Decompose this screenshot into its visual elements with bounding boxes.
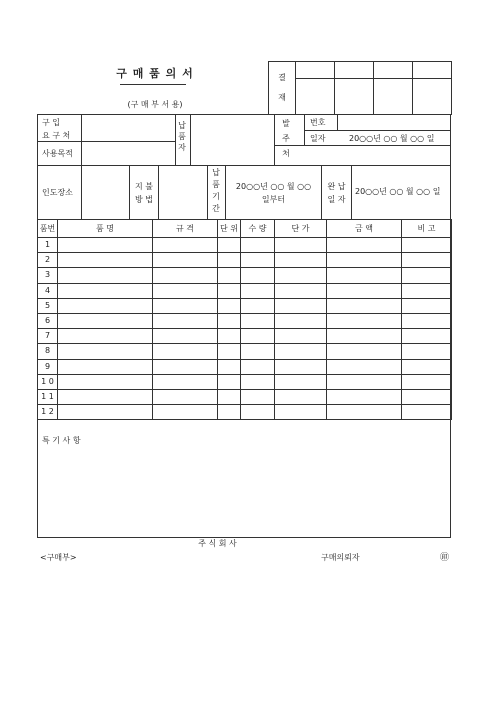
header-item-no: 품번	[38, 220, 58, 238]
item-cell[interactable]	[153, 389, 218, 404]
item-cell[interactable]	[402, 268, 452, 283]
item-cell[interactable]	[218, 374, 241, 389]
approval-label-1: 결	[278, 73, 286, 82]
period-value: 20○○년 ○○ 월 ○○ 일부터	[235, 182, 312, 204]
divider	[304, 130, 451, 131]
item-cell[interactable]	[241, 298, 275, 313]
item-number: 3	[38, 268, 58, 283]
approval-sign-2[interactable]	[335, 79, 374, 115]
item-number: 1	[38, 238, 58, 253]
divider	[274, 145, 451, 146]
item-cell[interactable]	[218, 313, 241, 328]
item-cell[interactable]	[327, 298, 402, 313]
item-number: 5	[38, 298, 58, 313]
item-cell[interactable]	[58, 313, 153, 328]
approval-cell-3[interactable]	[374, 62, 413, 79]
item-cell[interactable]	[275, 374, 327, 389]
item-cell[interactable]	[58, 359, 153, 374]
table-row	[38, 238, 452, 253]
item-cell[interactable]	[218, 268, 241, 283]
table-row	[38, 253, 452, 268]
item-number: 9	[38, 359, 58, 374]
item-cell[interactable]	[153, 329, 218, 344]
item-cell[interactable]	[241, 253, 275, 268]
item-cell[interactable]	[218, 253, 241, 268]
remarks-area[interactable]	[52, 448, 442, 533]
table-row	[38, 313, 452, 328]
item-cell[interactable]	[218, 389, 241, 404]
item-cell[interactable]	[402, 283, 452, 298]
item-cell[interactable]	[327, 374, 402, 389]
item-cell[interactable]	[275, 344, 327, 359]
table-row	[38, 405, 452, 420]
item-cell[interactable]	[327, 238, 402, 253]
requester-label-footer: 구매의뢰자	[321, 553, 360, 562]
item-number: 1 2	[38, 405, 58, 420]
item-cell[interactable]	[153, 344, 218, 359]
item-cell[interactable]	[327, 344, 402, 359]
divider	[190, 114, 191, 165]
document-title: 구 매 품 의 서	[116, 67, 194, 80]
item-cell[interactable]	[153, 238, 218, 253]
table-row	[38, 344, 452, 359]
item-cell[interactable]	[153, 405, 218, 420]
approval-sign-3[interactable]	[374, 79, 413, 115]
approval-sign-1[interactable]	[296, 79, 335, 115]
item-number: 2	[38, 253, 58, 268]
item-cell[interactable]	[241, 374, 275, 389]
requester-label: 구 입 요 구 처	[42, 118, 71, 140]
item-cell[interactable]	[58, 329, 153, 344]
item-cell[interactable]	[402, 374, 452, 389]
complete-value: 20○○년 ○○ 월 ○○ 일	[355, 187, 441, 196]
date-value: 20○○년 ○○ 월 ○○ 일	[349, 134, 435, 143]
table-row	[38, 359, 452, 374]
company-label: 주 식 회 사	[198, 539, 237, 548]
item-cell[interactable]	[402, 238, 452, 253]
approval-label-2: 재	[278, 93, 286, 102]
header-item-name: 품 명	[58, 220, 153, 238]
supplier-label: 납 품 자	[178, 121, 186, 152]
divider	[351, 165, 352, 219]
divider	[274, 114, 275, 165]
item-cell[interactable]	[275, 313, 327, 328]
item-cell[interactable]	[402, 253, 452, 268]
item-cell[interactable]	[58, 374, 153, 389]
item-cell[interactable]	[241, 389, 275, 404]
item-number: 1 0	[38, 374, 58, 389]
item-cell[interactable]	[58, 344, 153, 359]
item-cell[interactable]	[241, 405, 275, 420]
item-cell[interactable]	[327, 389, 402, 404]
item-cell[interactable]	[275, 298, 327, 313]
item-cell[interactable]	[402, 329, 452, 344]
item-cell[interactable]	[218, 329, 241, 344]
item-cell[interactable]	[218, 238, 241, 253]
item-cell[interactable]	[275, 329, 327, 344]
divider	[207, 165, 208, 219]
remarks-label: 특 기 사 항	[42, 436, 81, 445]
item-cell[interactable]	[327, 253, 402, 268]
table-row	[38, 283, 452, 298]
header-unit: 단 위	[218, 220, 241, 238]
divider	[337, 114, 338, 130]
approval-sign-4[interactable]	[413, 79, 452, 115]
item-cell[interactable]	[241, 238, 275, 253]
document-subtitle: (구 매 부 서 용)	[127, 100, 183, 109]
title-underline	[120, 84, 186, 85]
item-cell[interactable]	[402, 359, 452, 374]
item-cell[interactable]	[327, 329, 402, 344]
item-cell[interactable]	[275, 389, 327, 404]
table-row	[38, 268, 452, 283]
item-number: 4	[38, 283, 58, 298]
item-cell[interactable]	[58, 283, 153, 298]
seal-mark: ㊞	[440, 553, 450, 563]
item-cell[interactable]	[402, 405, 452, 420]
divider	[81, 165, 82, 219]
complete-label: 완 납 일 자	[327, 182, 346, 204]
item-cell[interactable]	[218, 344, 241, 359]
item-number: 8	[38, 344, 58, 359]
item-cell[interactable]	[241, 359, 275, 374]
table-row	[38, 298, 452, 313]
item-cell[interactable]	[58, 253, 153, 268]
item-cell[interactable]	[275, 253, 327, 268]
item-cell[interactable]	[218, 359, 241, 374]
header-quantity: 수 량	[241, 220, 275, 238]
item-cell[interactable]	[153, 359, 218, 374]
item-cell[interactable]	[218, 405, 241, 420]
item-cell[interactable]	[275, 359, 327, 374]
item-number: 7	[38, 329, 58, 344]
item-cell[interactable]	[327, 268, 402, 283]
divider	[37, 165, 451, 166]
approval-cell-1[interactable]	[296, 62, 335, 79]
item-cell[interactable]	[153, 313, 218, 328]
item-number: 1 1	[38, 389, 58, 404]
item-cell[interactable]	[58, 298, 153, 313]
item-cell[interactable]	[275, 268, 327, 283]
item-cell[interactable]	[402, 313, 452, 328]
payment-label: 지 불 방 법	[135, 182, 153, 204]
header-spec: 규 격	[153, 220, 218, 238]
table-row	[38, 374, 452, 389]
item-cell[interactable]	[153, 283, 218, 298]
item-cell[interactable]	[58, 238, 153, 253]
date-label: 일자	[310, 134, 326, 143]
order-label: 발 주 처	[282, 119, 290, 158]
items-header-row	[38, 220, 452, 238]
item-cell[interactable]	[327, 405, 402, 420]
header-remarks: 비 고	[402, 220, 452, 238]
item-cell[interactable]	[402, 389, 452, 404]
item-cell[interactable]	[58, 268, 153, 283]
items-table	[37, 219, 452, 420]
divider	[81, 114, 82, 165]
table-row	[38, 389, 452, 404]
place-label: 인도장소	[42, 188, 73, 197]
item-cell[interactable]	[153, 298, 218, 313]
divider	[158, 165, 159, 219]
item-cell[interactable]	[218, 283, 241, 298]
item-cell[interactable]	[402, 298, 452, 313]
item-cell[interactable]	[58, 389, 153, 404]
item-cell[interactable]	[153, 374, 218, 389]
item-cell[interactable]	[58, 405, 153, 420]
header-amount: 금 액	[327, 220, 402, 238]
item-cell[interactable]	[153, 268, 218, 283]
item-cell[interactable]	[241, 283, 275, 298]
item-cell[interactable]	[402, 344, 452, 359]
period-label: 납 품 기 간	[212, 168, 220, 213]
approval-box	[268, 61, 452, 115]
item-cell[interactable]	[241, 313, 275, 328]
header-unit-price: 단 가	[275, 220, 327, 238]
item-cell[interactable]	[327, 313, 402, 328]
item-cell[interactable]	[241, 329, 275, 344]
item-cell[interactable]	[275, 283, 327, 298]
item-cell[interactable]	[275, 405, 327, 420]
approval-cell-2[interactable]	[335, 62, 374, 79]
item-cell[interactable]	[327, 359, 402, 374]
item-cell[interactable]	[241, 344, 275, 359]
item-cell[interactable]	[241, 268, 275, 283]
purpose-label: 사용목적	[42, 149, 73, 158]
item-cell[interactable]	[218, 298, 241, 313]
department-label: <구매부>	[40, 553, 77, 562]
item-number: 6	[38, 313, 58, 328]
approval-cell-4[interactable]	[413, 62, 452, 79]
item-cell[interactable]	[327, 283, 402, 298]
number-label: 번호	[310, 118, 326, 127]
table-row	[38, 329, 452, 344]
item-cell[interactable]	[153, 253, 218, 268]
item-cell[interactable]	[275, 238, 327, 253]
